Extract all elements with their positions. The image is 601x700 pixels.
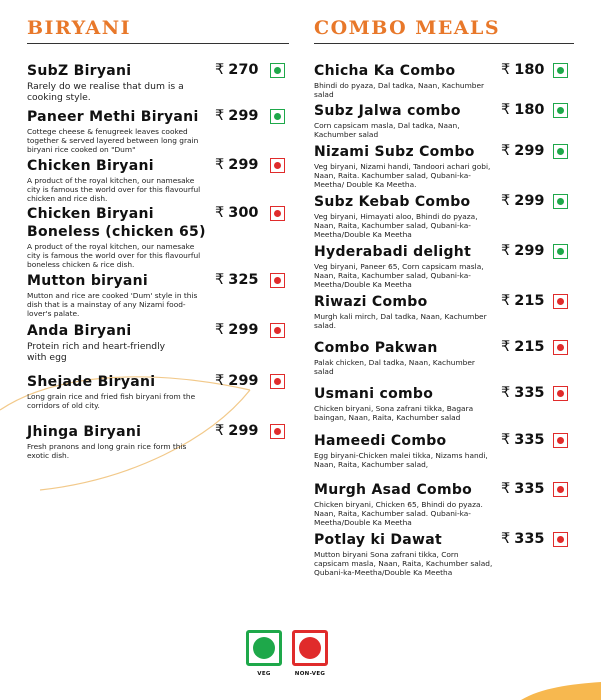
item-price: ₹ 215 [501, 339, 545, 355]
item-description: Chicken biryani, Chicken 65, Bhindi do pyaza. Naan, Raita, Kachumber salad. Qubani-ka-Meetha/Double Ka Meetha [314, 500, 483, 528]
item-description: Cottege cheese & fenugreek leaves cooked together & served layered between long grain biryani rice cooked on "Dum" [27, 127, 199, 155]
rupee-icon: ₹ [215, 272, 225, 288]
rupee-icon: ₹ [215, 373, 225, 389]
nonveg-icon [553, 386, 568, 401]
item-name: Jhinga Biryani [27, 424, 142, 440]
item-description: Mutton and rice are cooked 'Dum' style in this dish that is a mainstay of any Nizami food-lover's palate. [27, 291, 198, 319]
item-name: Riwazi Combo [314, 294, 428, 310]
item-price: ₹ 299 [215, 322, 259, 338]
menu-item[interactable] [314, 385, 574, 422]
item-price: ₹ 180 [501, 102, 545, 118]
menu-item[interactable] [314, 432, 574, 469]
rupee-icon: ₹ [501, 531, 511, 547]
item-name: Shejade Biryani [27, 374, 156, 390]
biryani-section [27, 0, 289, 461]
nonveg-icon [270, 323, 285, 338]
menu-item[interactable] [27, 423, 289, 460]
legend-veg [246, 630, 282, 677]
menu-item[interactable] [27, 272, 289, 319]
menu-item[interactable] [314, 243, 574, 290]
combo-section [314, 0, 574, 578]
menu-item[interactable] [27, 322, 289, 363]
rupee-icon: ₹ [215, 157, 225, 173]
nonveg-icon [270, 158, 285, 173]
legend-nonveg-label: NON-VEG [294, 671, 326, 677]
nonveg-icon [553, 532, 568, 547]
item-description: Veg biryani, Himayati aloo, Bhindi do pyaza, Naan, Raita, Kachumber salad, Qubani-ka-Meetha/Double Ka Meetha [314, 212, 478, 240]
item-name: Hyderabadi delight [314, 244, 472, 260]
item-description: Protein rich and heart-friendly with egg [27, 341, 166, 363]
item-name: Chicken Biryani [27, 158, 154, 174]
menu-item[interactable] [27, 205, 289, 270]
decorative-corner-leaf [511, 680, 601, 700]
rupee-icon: ₹ [501, 143, 511, 159]
item-description: A product of the royal kitchen, our namesake city is famous the world over for this flavourful chicken and rice dish. [27, 176, 201, 204]
item-price: ₹ 335 [501, 531, 545, 547]
item-description: A product of the royal kitchen, our namesake city is famous the world over for this flavourful boneless chicken & rice dish. [27, 242, 201, 270]
item-description: Chicken biryani, Sona zafrani tikka, Bagara baingan, Naan, Raita, Kachumber salad [314, 404, 474, 423]
menu-item[interactable] [27, 108, 289, 155]
item-name: Subz Jalwa combo [314, 103, 461, 119]
combo-heading: COMBO MEALS [314, 0, 574, 44]
rupee-icon: ₹ [501, 243, 511, 259]
nonveg-icon [553, 294, 568, 309]
item-price: ₹ 299 [501, 193, 545, 209]
item-name: Anda Biryani [27, 323, 132, 339]
item-name: Mutton biryani [27, 273, 149, 289]
rupee-icon: ₹ [215, 322, 225, 338]
menu-item[interactable] [27, 62, 289, 103]
item-description: Rarely do we realise that dum is a cooking style. [27, 81, 184, 103]
menu-item[interactable] [314, 102, 574, 139]
nonveg-icon [270, 424, 285, 439]
veg-icon [553, 103, 568, 118]
rupee-icon: ₹ [501, 62, 511, 78]
rupee-icon: ₹ [501, 102, 511, 118]
rupee-icon: ₹ [215, 205, 225, 221]
nonveg-icon [270, 374, 285, 389]
legend-veg-label: VEG [257, 671, 271, 677]
item-price: ₹ 325 [215, 272, 259, 288]
item-description: Veg biryani, Nizami handi, Tandoori achari gobi, Naan, Raita. Kachumber salad, Qubani-ka-Meetha/ Double Ka Meetha. [314, 162, 491, 190]
veg-icon [553, 194, 568, 209]
item-price: ₹ 299 [215, 157, 259, 173]
veg-icon [270, 109, 285, 124]
item-price: ₹ 300 [215, 205, 259, 221]
veg-icon [270, 63, 285, 78]
rupee-icon: ₹ [501, 385, 511, 401]
rupee-icon: ₹ [501, 339, 511, 355]
veg-icon [246, 630, 282, 666]
nonveg-icon [270, 273, 285, 288]
veg-icon [553, 63, 568, 78]
item-description: Veg biryani, Paneer 65, Corn capsicam masla, Naan, Raita, Kachumber salad, Qubani-ka-Meetha/Double Ka Meetha [314, 262, 484, 290]
item-name: Chicha Ka Combo [314, 63, 456, 79]
menu-item[interactable] [314, 531, 574, 578]
item-price: ₹ 270 [215, 62, 259, 78]
rupee-icon: ₹ [215, 423, 225, 439]
item-price: ₹ 215 [501, 293, 545, 309]
item-name: Subz Kebab Combo [314, 194, 471, 210]
item-description: Corn capsicam masla, Dal tadka, Naan, Kachumber salad [314, 121, 460, 140]
menu-item[interactable] [314, 339, 574, 376]
menu-item[interactable] [314, 481, 574, 528]
item-price: ₹ 299 [215, 423, 259, 439]
item-name: SubZ Biryani [27, 63, 132, 79]
item-name: Paneer Methi Biryani [27, 109, 199, 125]
item-price: ₹ 299 [501, 143, 545, 159]
item-description: Bhindi do pyaza, Dal tadka, Naan, Kachumber salad [314, 81, 485, 100]
item-name: Murgh Asad Combo [314, 482, 473, 498]
item-name: Combo Pakwan [314, 340, 438, 356]
menu-item[interactable] [314, 293, 574, 330]
item-price: ₹ 299 [215, 108, 259, 124]
item-price: ₹ 335 [501, 385, 545, 401]
item-description: Palak chicken, Dal tadka, Naan, Kachumber salad [314, 358, 475, 377]
item-name: Nizami Subz Combo [314, 144, 475, 160]
menu-item[interactable] [314, 193, 574, 240]
item-price: ₹ 335 [501, 481, 545, 497]
item-description: Murgh kali mirch, Dal tadka, Naan, Kachumber salad. [314, 312, 487, 331]
menu-item[interactable] [27, 373, 289, 410]
item-name: Usmani combo [314, 386, 434, 402]
item-description: Long grain rice and fried fish biryani from the corridors of old city. [27, 392, 196, 411]
nonveg-icon [270, 206, 285, 221]
rupee-icon: ₹ [501, 293, 511, 309]
item-description: Egg biryani-Chicken malei tikka, Nizams handi, Naan, Raita, Kachumber salad, [314, 451, 488, 470]
nonveg-icon [553, 340, 568, 355]
item-name: Chicken Biryani Boneless (chicken 65) [27, 206, 206, 240]
menu-item[interactable] [314, 62, 574, 99]
item-name: Potlay ki Dawat [314, 532, 443, 548]
menu-item[interactable] [314, 143, 574, 190]
item-price: ₹ 299 [215, 373, 259, 389]
item-price: ₹ 180 [501, 62, 545, 78]
rupee-icon: ₹ [501, 432, 511, 448]
nonveg-icon [553, 433, 568, 448]
item-description: Mutton biryani Sona zafrani tikka, Corn capsicam masla, Naan, Raita, Kachumber salad, Qubani-ka-Meetha/Double Ka Meetha [314, 550, 493, 578]
rupee-icon: ₹ [215, 108, 225, 124]
legend-nonveg [292, 630, 328, 677]
item-price: ₹ 299 [501, 243, 545, 259]
item-price: ₹ 335 [501, 432, 545, 448]
biryani-heading: BIRYANI [27, 0, 289, 44]
nonveg-icon [292, 630, 328, 666]
rupee-icon: ₹ [501, 481, 511, 497]
rupee-icon: ₹ [215, 62, 225, 78]
veg-icon [553, 144, 568, 159]
menu-item[interactable] [27, 157, 289, 204]
item-name: Hameedi Combo [314, 433, 447, 449]
veg-icon [553, 244, 568, 259]
nonveg-icon [553, 482, 568, 497]
item-description: Fresh pranons and long grain rice form this exotic dish. [27, 442, 187, 461]
rupee-icon: ₹ [501, 193, 511, 209]
